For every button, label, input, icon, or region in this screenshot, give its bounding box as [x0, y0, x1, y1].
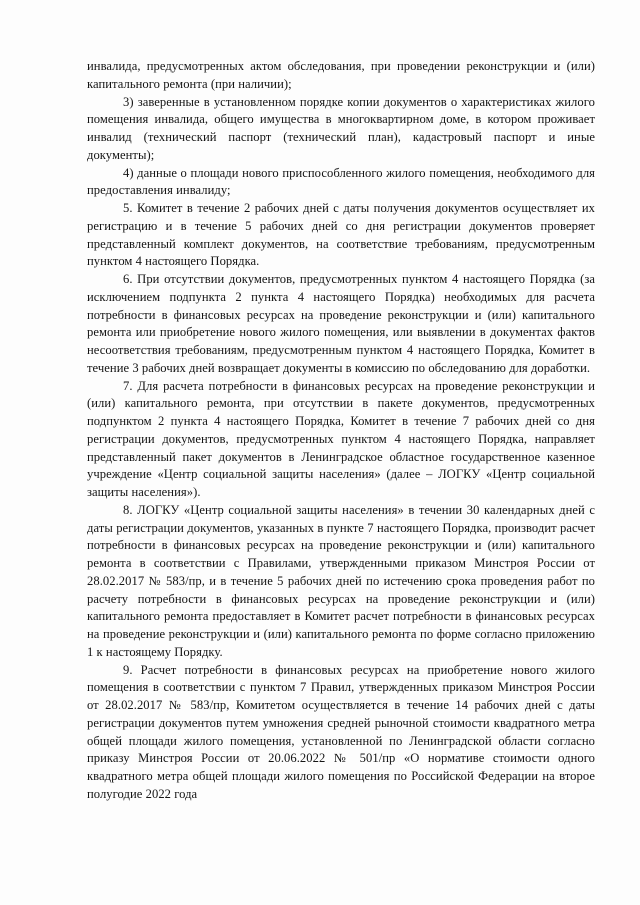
paragraph-subitem-4: 4) данные о площади нового приспособленного жилого помещения, необходимого для предоставления инвалиду;: [87, 165, 595, 198]
paragraph-item-7: 7. Для расчета потребности в финансовых ресурсах на проведение реконструкции и (или) капитального ремонта, при отсутствии в пакете документов, предусмотренных подпунктом 2 пункта 4 настоящего Порядка, Комитет в течение 7 рабочих дней со дня регистрации документов, предусмотренных пунктом 4 настоящего Порядка, направляет представленный пакет документов в Ленинградское областное государственное казенное учреждение «Центр социальной защиты населения» (далее – ЛОГКУ «Центр социальной защиты населения»).: [87, 378, 595, 499]
paragraph-continuation: инвалида, предусмотренных актом обследования, при проведении реконструкции и (или) капитального ремонта (при наличии);: [87, 59, 595, 91]
document-body: [87, 58, 595, 804]
paragraph-subitem-3: 3) заверенные в установленном порядке копии документов о характеристиках жилого помещения инвалида, общего имущества в многоквартирном доме, в котором проживает инвалид (технический паспорт (технический план), кадастровый паспорт и иные документы);: [87, 94, 595, 162]
paragraph-item-8: 8. ЛОГКУ «Центр социальной защиты населения» в течении 30 календарных дней с даты регистрации документов, указанных в пункте 7 настоящего Порядка, производит расчет потребности в финансовых ресурсах на проведение реконструкции и (или) капитального ремонта в соответствии с Правилами, утвержденными приказом Минстроя России от 28.02.2017 № 583/пр, и в течение 5 рабочих дней по истечению срока проведения работ по расчету потребности в финансовых ресурсах на проведение реконструкции и (или) капитального ремонта предоставляет в Комитет расчет потребности в финансовых ресурсах на проведение реконструкции и (или) капитального ремонта по форме согласно приложению 1 к настоящему Порядку.: [87, 502, 595, 659]
paragraph-item-9: 9. Расчет потребности в финансовых ресурсах на приобретение нового жилого помещения в соответствии с пунктом 7 Правил, утвержденных приказом Минстроя России от 28.02.2017 № 583/пр, Комитетом осуществляется в течение 14 рабочих дней с даты регистрации документов путем умножения средней рыночной стоимости квадратного метра общей площади жилого помещения, установленной по Ленинградской области согласно приказу Минстроя России от 20.06.2022 № 501/пр «О нормативе стоимости одного квадратного метра общей площади жилого помещения по Российской Федерации на второе полугодие 2022 года: [87, 662, 595, 801]
paragraph-item-5: 5. Комитет в течение 2 рабочих дней с даты получения документов осуществляет их регистрацию и в течение 5 рабочих дней со дня регистрации документов проверяет представленный комплект документов, на соответствие требованиям, предусмотренным пунктом 4 настоящего Порядка.: [87, 201, 595, 269]
paragraph-item-6: 6. При отсутствии документов, предусмотренных пунктом 4 настоящего Порядка (за исключением подпункта 2 пункта 4 настоящего Порядка) необходимых для расчета потребности в финансовых ресурсах на проведение реконструкции и (или) капитального ремонта или приобретение нового жилого помещения, или выявлении в документах фактов несоответствия требованиям, предусмотренным пунктом 4 настоящего Порядка, Комитет в течение 3 рабочих дней возвращает документы в комиссию по обследованию для доработки.: [87, 272, 595, 375]
